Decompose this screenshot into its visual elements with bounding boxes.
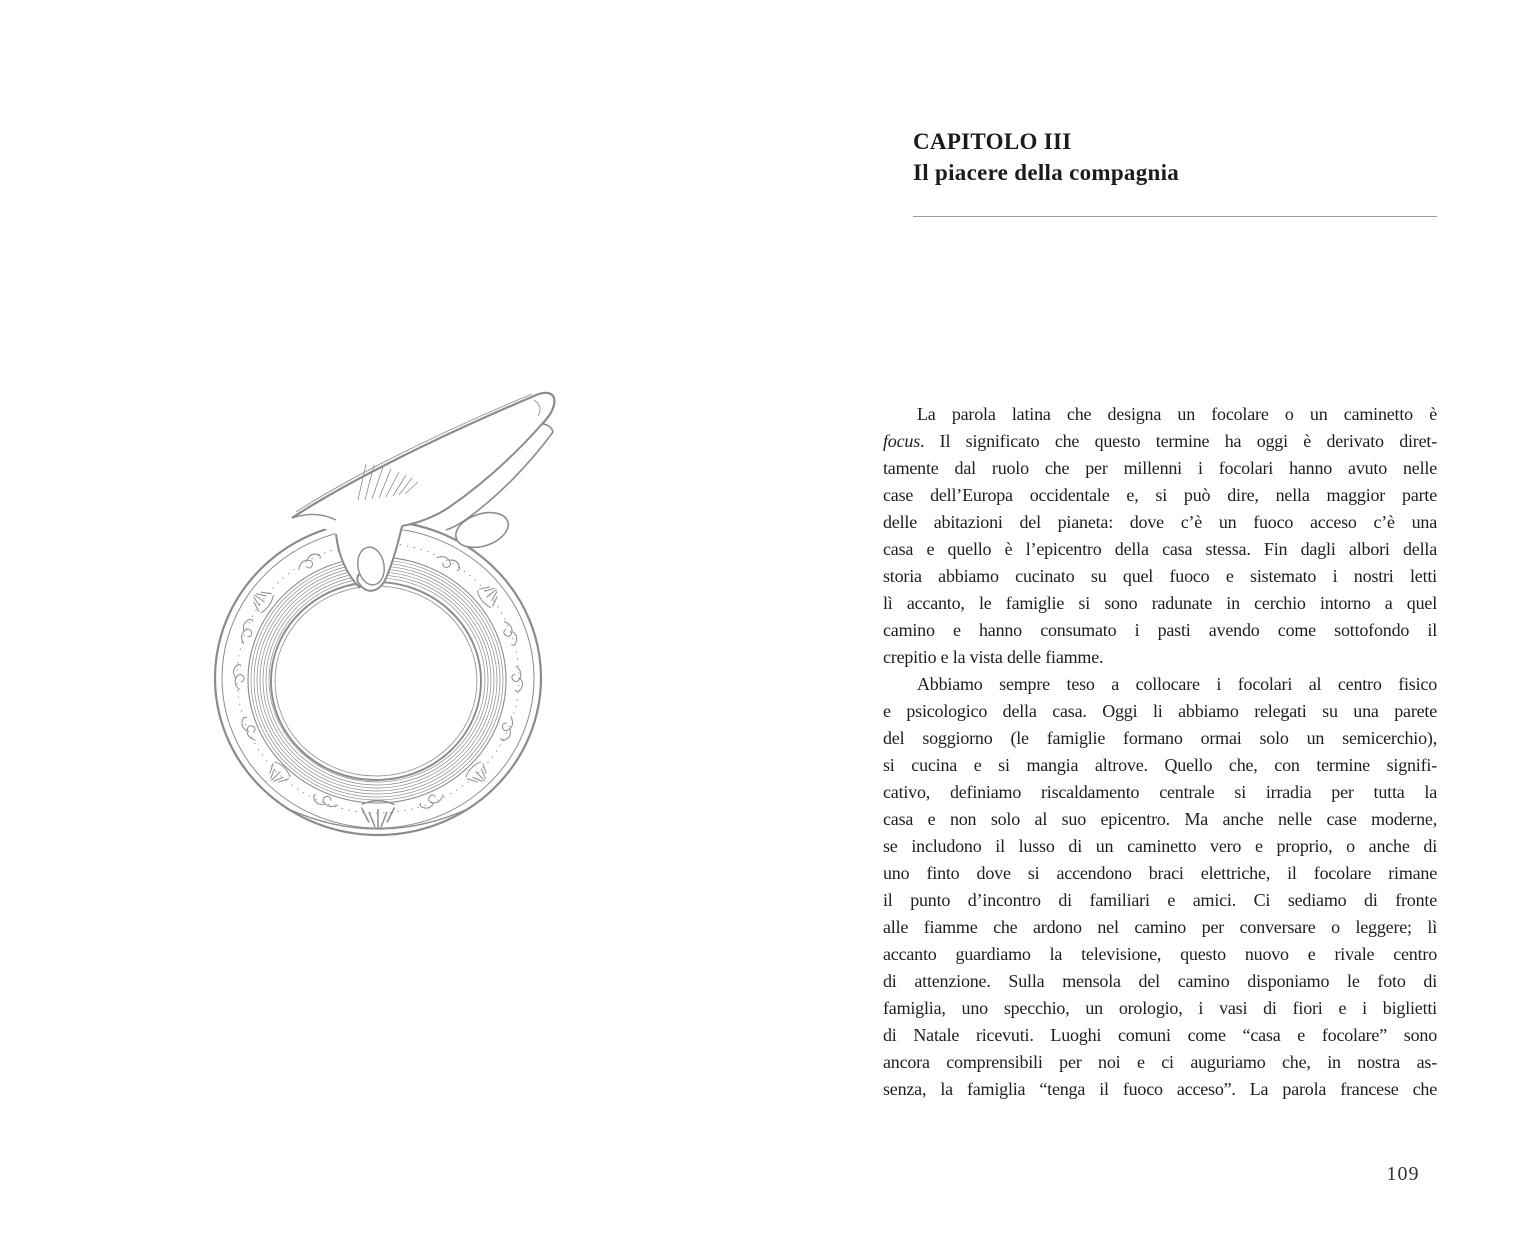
body-line xyxy=(883,590,1437,617)
body-line xyxy=(883,563,1437,590)
chapter-title: Il piacere della compagnia xyxy=(913,160,1180,185)
text-segment: cativo, definiamo riscaldamento centrale si irradia per tutta la xyxy=(883,782,1437,802)
body-line xyxy=(883,536,1437,563)
body-line xyxy=(883,779,1437,806)
body-line xyxy=(883,671,1437,698)
chapter-number: CAPITOLO III xyxy=(913,129,1072,154)
plate-illustration xyxy=(190,378,630,868)
text-segment: se includono il lusso di un caminetto vero e proprio, o anche di xyxy=(883,836,1437,856)
body-line xyxy=(883,941,1437,968)
chapter-heading xyxy=(913,126,1437,188)
text-segment: si cucina e si mangia altrove. Quello che, con termine signifi- xyxy=(883,755,1437,775)
body-line xyxy=(883,887,1437,914)
text-segment: case dell’Europa occidentale e, si può dire, nella maggior parte xyxy=(883,485,1437,505)
body-line xyxy=(883,644,1437,671)
text-segment: storia abbiamo cucinato su quel fuoco e sistemato i nostri letti xyxy=(883,566,1437,586)
text-segment: casa e non solo al suo epicentro. Ma anche nelle case moderne, xyxy=(883,809,1437,829)
text-segment: e psicologico della casa. Oggi li abbiamo relegati su una parete xyxy=(883,701,1437,721)
body-line xyxy=(883,860,1437,887)
body-line xyxy=(883,1076,1437,1103)
text-segment: . Il significato che questo termine ha oggi è derivato diret- xyxy=(920,431,1437,451)
body-line xyxy=(883,698,1437,725)
heading-rule xyxy=(913,216,1437,217)
body-line xyxy=(883,1022,1437,1049)
text-segment: di Natale ricevuti. Luoghi comuni come “casa e focolare” sono xyxy=(883,1025,1437,1045)
body-line xyxy=(883,455,1437,482)
body-line xyxy=(883,509,1437,536)
text-segment: ancora comprensibili per noi e ci auguriamo che, in nostra as- xyxy=(883,1052,1437,1072)
text-segment: accanto guardiamo la televisione, questo nuovo e rivale centro xyxy=(883,944,1437,964)
text-segment: del soggiorno (le famiglie formano ormai solo un semicerchio), xyxy=(883,728,1437,748)
body-line xyxy=(883,482,1437,509)
text-segment: delle abitazioni del pianeta: dove c’è un fuoco acceso c’è una xyxy=(883,512,1437,532)
italic-text: focus xyxy=(883,431,920,451)
text-segment: alle fiamme che ardono nel camino per conversare o leggere; lì xyxy=(883,917,1437,937)
text-segment: di attenzione. Sulla mensola del camino disponiamo le foto di xyxy=(883,971,1437,991)
text-segment: casa e quello è l’epicentro della casa stessa. Fin dagli albori della xyxy=(883,539,1437,559)
text-segment: il punto d’incontro di familiari e amici. Ci sediamo di fronte xyxy=(883,890,1437,910)
body-line xyxy=(883,806,1437,833)
fingertip xyxy=(451,506,512,553)
body-line xyxy=(883,617,1437,644)
text-segment: tamente dal ruolo che per millenni i focolari hanno avuto nelle xyxy=(883,458,1437,478)
body-line xyxy=(883,401,1437,428)
body-line xyxy=(883,725,1437,752)
body-text xyxy=(883,401,1437,1103)
body-line xyxy=(883,914,1437,941)
text-segment: Abbiamo sempre teso a collocare i focolari al centro fisico xyxy=(917,674,1437,694)
body-line xyxy=(883,752,1437,779)
body-line xyxy=(883,1049,1437,1076)
text-segment: famiglia, uno specchio, un orologio, i vasi di fiori e i biglietti xyxy=(883,998,1437,1018)
text-segment: senza, la famiglia “tenga il fuoco acceso”. La parola francese che xyxy=(883,1079,1437,1099)
text-segment: crepitio e la vista delle fiamme. xyxy=(883,647,1104,667)
text-segment: lì accanto, le famiglie si sono radunate in cerchio intorno a quel xyxy=(883,593,1437,613)
body-line xyxy=(883,833,1437,860)
body-line xyxy=(883,995,1437,1022)
body-line xyxy=(883,968,1437,995)
text-segment: uno finto dove si accendono braci elettriche, il focolare rimane xyxy=(883,863,1437,883)
body-line xyxy=(883,428,1437,455)
text-segment: camino e hanno consumato i pasti avendo come sottofondo il xyxy=(883,620,1437,640)
text-segment: La parola latina che designa un focolare o un caminetto è xyxy=(917,404,1437,424)
page-number: 109 xyxy=(1386,1163,1420,1185)
hand-holding-plate-drawing xyxy=(190,378,630,868)
